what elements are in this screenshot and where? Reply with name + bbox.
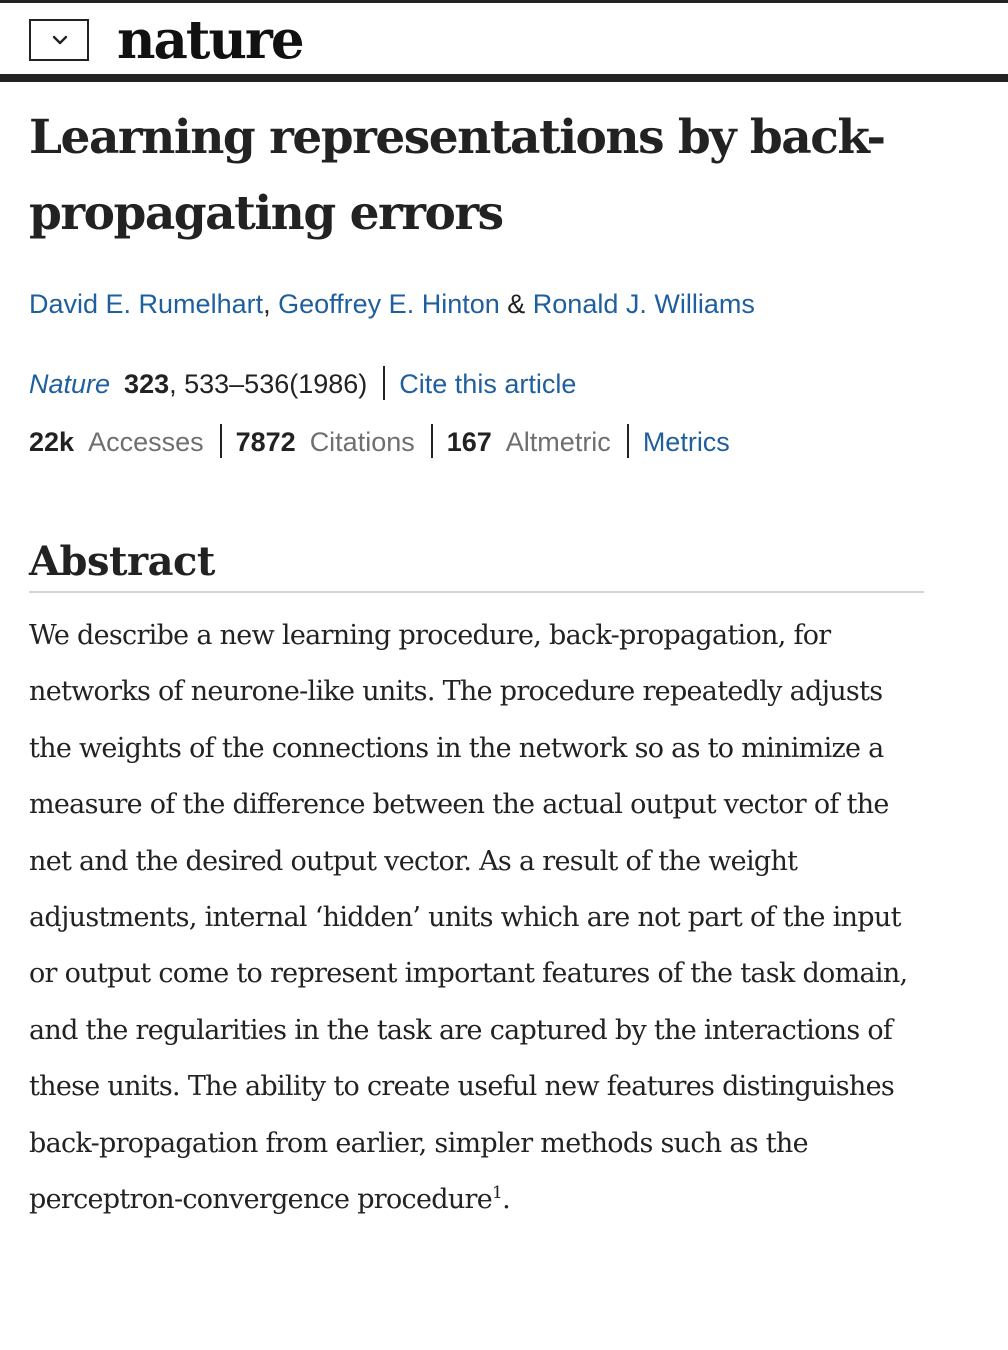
- metrics-divider: [627, 424, 629, 458]
- metrics-divider: [220, 424, 222, 458]
- citation-line: [29, 364, 576, 404]
- author-link-williams[interactable]: Ronald J. Williams: [532, 289, 755, 319]
- citations-count: 7872: [235, 427, 296, 457]
- cite-this-article-link[interactable]: Cite this article: [399, 369, 577, 399]
- author-separator: ,: [263, 289, 271, 319]
- article-metrics: [29, 422, 730, 462]
- menu-toggle-button[interactable]: [29, 19, 89, 61]
- site-header: [0, 3, 1008, 75]
- citations-label: Citations: [309, 427, 415, 457]
- reference-link-1[interactable]: 1: [492, 1183, 503, 1204]
- author-conjunction: &: [507, 289, 526, 319]
- metrics-divider: [431, 424, 433, 458]
- metrics-link[interactable]: Metrics: [642, 427, 730, 457]
- nature-logo[interactable]: nature: [117, 9, 303, 71]
- journal-name[interactable]: Nature: [29, 369, 111, 399]
- header-rule: [0, 74, 1008, 82]
- abstract-heading: Abstract: [29, 538, 215, 585]
- abstract-end-punct: .: [502, 1184, 511, 1216]
- accesses-label: Accesses: [88, 427, 204, 457]
- author-link-rumelhart[interactable]: David E. Rumelhart: [29, 289, 264, 319]
- altmetric-score: 167: [446, 427, 492, 457]
- pages-year: , 533–536(1986): [169, 369, 368, 399]
- abstract-body: [29, 608, 924, 1228]
- abstract-divider: [29, 591, 924, 593]
- author-list: [29, 284, 755, 324]
- citation-divider: [383, 366, 385, 400]
- altmetric-label: Altmetric: [505, 427, 611, 457]
- chevron-down-icon: [52, 35, 68, 45]
- journal-volume: 323: [124, 369, 170, 399]
- accesses-count: 22k: [29, 427, 75, 457]
- article-title: Learning representations by back-propagating errors: [29, 110, 885, 241]
- abstract-text: We describe a new learning procedure, back-propagation, for networks of neurone-like units. The procedure repeatedly adjusts the weights of the connections in the network so as to minimize a measure of the difference between the actual output vector of the net and the desired output vector. As a result of the weight adjustments, internal ‘hidden’ units which are not part of the input or output come to represent important features of the task domain, and the regularities in the task are captured by the interactions of these units. The ability to create useful new features distinguishes back-propagation from earlier, simpler methods such as the perceptron-convergence procedure: [29, 620, 908, 1216]
- author-link-hinton[interactable]: Geoffrey E. Hinton: [278, 289, 500, 319]
